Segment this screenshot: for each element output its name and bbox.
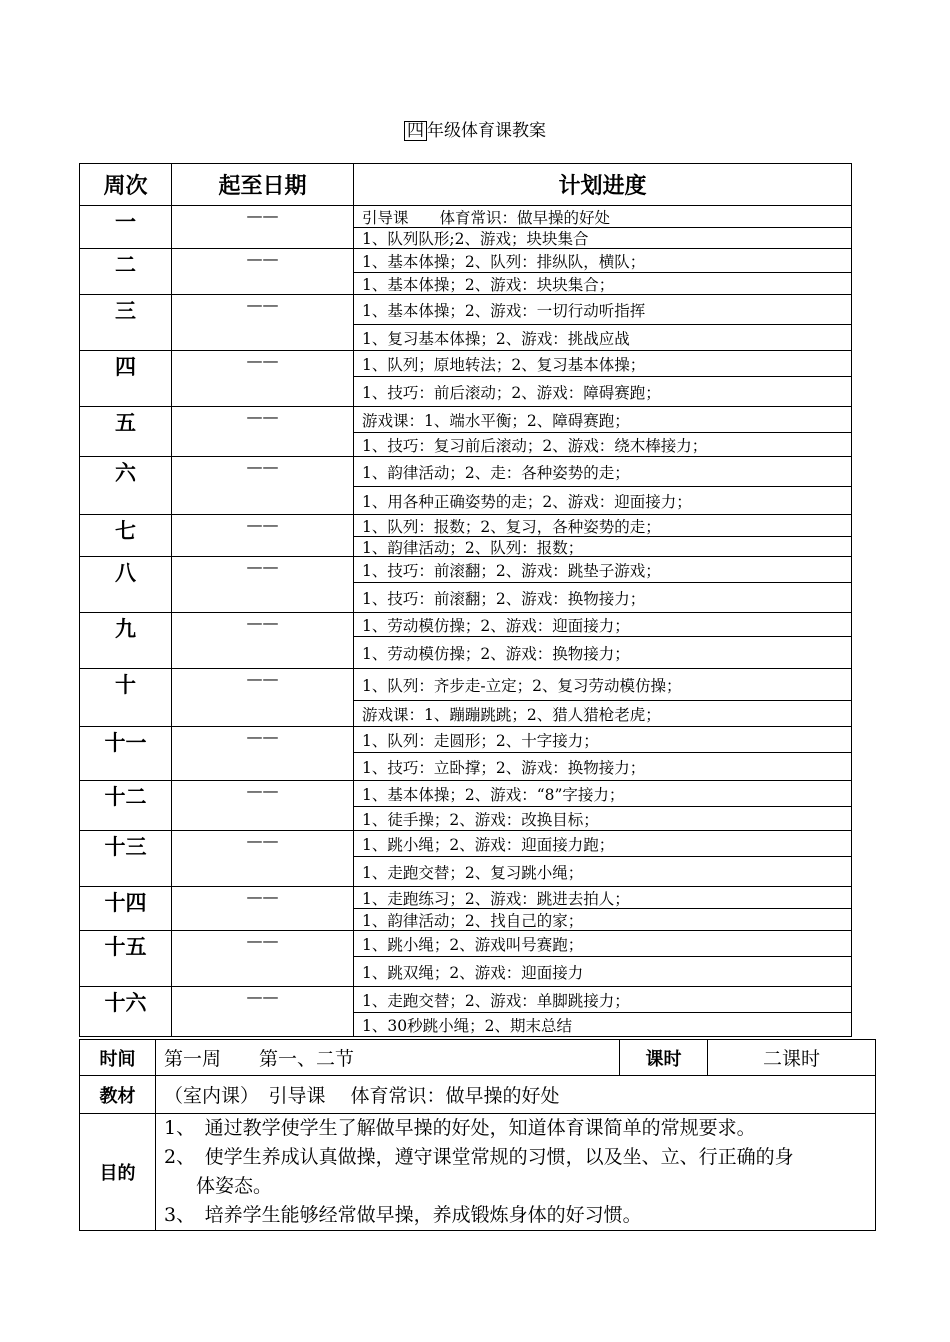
plan-line: 1、技巧：前后滚动；2、游戏：障碍赛跑； [362,383,661,402]
time-label: 时间 [80,1040,156,1076]
week-dates: —— [172,613,354,669]
plan-line: 1、队列：齐步走-立定；2、复习劳动模仿操； [354,669,851,701]
plan-line: 1、跳小绳；2、游戏：迎面接力跑； [354,831,851,857]
plan-line: 1、队列：走圆形；2、十字接力； [354,727,851,753]
week-number: 十一 [80,727,172,781]
plan-line: 1、走跑交替；2、复习跳小绳； [362,863,584,882]
material-label: 教材 [80,1076,156,1114]
plan-line: 1、走跑交替；2、游戏：单脚跳接力； [354,987,851,1013]
week-dates: —— [172,457,354,515]
week-dates: —— [172,831,354,887]
week-plan [354,669,852,727]
week-dates: —— [172,249,354,295]
week-number: 八 [80,557,172,613]
week-plan [354,613,852,669]
goal-item-continued: 体姿态。 [196,1175,273,1197]
plan-line: 1、30秒跳小绳；2、期末总结 [362,1016,572,1035]
goal-row [80,1114,876,1231]
plan-line: 游戏课：1、蹦蹦跳跳；2、猎人猎枪老虎； [362,705,661,724]
week-number: 十五 [80,931,172,987]
week-number: 九 [80,613,172,669]
goal-item: 1、 通过教学使学生了解做早操的好处，知道体育课简单的常规要求。 [164,1117,756,1139]
week-number: 十二 [80,781,172,831]
plan-line: 1、走跑练习；2、游戏：跳进去拍人； [354,887,851,909]
week-row [80,206,852,249]
plan-line: 1、技巧：前滚翻；2、游戏：换物接力； [362,589,646,608]
week-plan [354,831,852,887]
week-plan [354,557,852,613]
week-dates: —— [172,931,354,987]
plan-line: 1、跳小绳；2、游戏叫号赛跑； [354,931,851,957]
week-number: 四 [80,351,172,407]
week-row [80,887,852,931]
plan-line: 1、徒手操；2、游戏：改换目标； [362,810,599,829]
time-row [80,1040,876,1076]
plan-line: 1、技巧：复习前后滚动；2、游戏：绕木棒接力； [362,436,708,455]
week-dates: —— [172,295,354,351]
week-row [80,669,852,727]
plan-line: 1、韵律活动；2、队列：报数； [362,538,584,556]
week-plan [354,931,852,987]
week-row [80,295,852,351]
plan-line: 1、跳双绳；2、游戏：迎面接力 [362,963,584,982]
week-plan [354,407,852,457]
week-plan [354,249,852,295]
week-plan [354,987,852,1037]
week-number: 一 [80,206,172,249]
week-row [80,515,852,557]
plan-table [79,163,852,1037]
plan-line: 1、技巧：前滚翻；2、游戏：跳垫子游戏； [354,557,851,583]
week-row [80,987,852,1037]
week-row [80,557,852,613]
goal-list [156,1114,876,1231]
week-number: 十四 [80,887,172,931]
plan-line: 1、队列队形;2、游戏；块块集合 [362,230,589,248]
week-dates: —— [172,206,354,249]
plan-line: 1、基本体操；2、游戏：块块集合； [362,275,615,294]
material-row [80,1076,876,1114]
week-plan [354,206,852,249]
week-plan [354,351,852,407]
time-value: 第一周 第一、二节 [156,1040,620,1076]
plan-line: 1、基本体操；2、游戏：一切行动听指挥 [354,295,851,325]
plan-header: 计划进度 [354,164,852,206]
week-plan [354,887,852,931]
week-number: 七 [80,515,172,557]
plan-line: 1、复习基本体操；2、游戏：挑战应战 [362,329,630,348]
week-number: 三 [80,295,172,351]
week-number: 五 [80,407,172,457]
plan-line: 1、用各种正确姿势的走；2、游戏：迎面接力； [362,492,692,511]
page-title [0,116,950,141]
week-plan [354,781,852,831]
lesson-info-table [79,1039,876,1231]
week-row [80,781,852,831]
week-dates: —— [172,987,354,1037]
week-dates: —— [172,887,354,931]
week-dates: —— [172,669,354,727]
plan-line: 1、队列：报数；2、复习，各种姿势的走； [354,515,851,537]
week-row [80,931,852,987]
week-plan [354,457,852,515]
period-label: 课时 [620,1040,708,1076]
grade-box: 四 [404,121,427,141]
title-text: 年级体育课教案 [427,121,546,141]
plan-line: 引导课 体育常识：做早操的好处 [354,206,851,228]
plan-line: 1、基本体操；2、游戏：“8”字接力； [354,781,851,807]
week-row [80,831,852,887]
week-number: 十 [80,669,172,727]
week-row [80,351,852,407]
week-row [80,457,852,515]
plan-line: 1、韵律活动；2、走：各种姿势的走； [354,457,851,487]
week-number: 六 [80,457,172,515]
week-dates: —— [172,407,354,457]
week-plan [354,515,852,557]
week-dates: —— [172,515,354,557]
week-number: 十三 [80,831,172,887]
week-dates: —— [172,781,354,831]
week-row [80,613,852,669]
week-row [80,727,852,781]
week-number: 十六 [80,987,172,1037]
week-dates: —— [172,727,354,781]
period-value: 二课时 [708,1040,876,1076]
week-plan [354,295,852,351]
week-plan [354,727,852,781]
plan-line: 1、韵律活动；2、找自己的家； [362,911,584,930]
week-dates: —— [172,351,354,407]
plan-header-row [80,164,852,206]
plan-line: 1、劳动模仿操；2、游戏：迎面接力； [354,613,851,637]
goal-item: 2、 使学生养成认真做操，遵守课堂常规的习惯，以及坐、立、行正确的身 [164,1146,794,1168]
week-row [80,407,852,457]
material-value: （室内课） 引导课 体育常识：做早操的好处 [156,1076,876,1114]
plan-line: 1、技巧：立卧撑；2、游戏：换物接力； [362,758,646,777]
plan-line: 游戏课：1、端水平衡；2、障碍赛跑； [354,407,851,433]
goal-label: 目的 [80,1114,156,1231]
week-dates: —— [172,557,354,613]
week-number: 二 [80,249,172,295]
week-row [80,249,852,295]
dates-header: 起至日期 [172,164,354,206]
week-header: 周次 [80,164,172,206]
plan-line: 1、队列；原地转法；2、复习基本体操； [354,351,851,377]
plan-line: 1、劳动模仿操；2、游戏：换物接力； [362,644,630,663]
goal-item: 3、 培养学生能够经常做早操，养成锻炼身体的好习惯。 [164,1204,642,1226]
plan-line: 1、基本体操；2、队列：排纵队，横队； [354,249,851,273]
